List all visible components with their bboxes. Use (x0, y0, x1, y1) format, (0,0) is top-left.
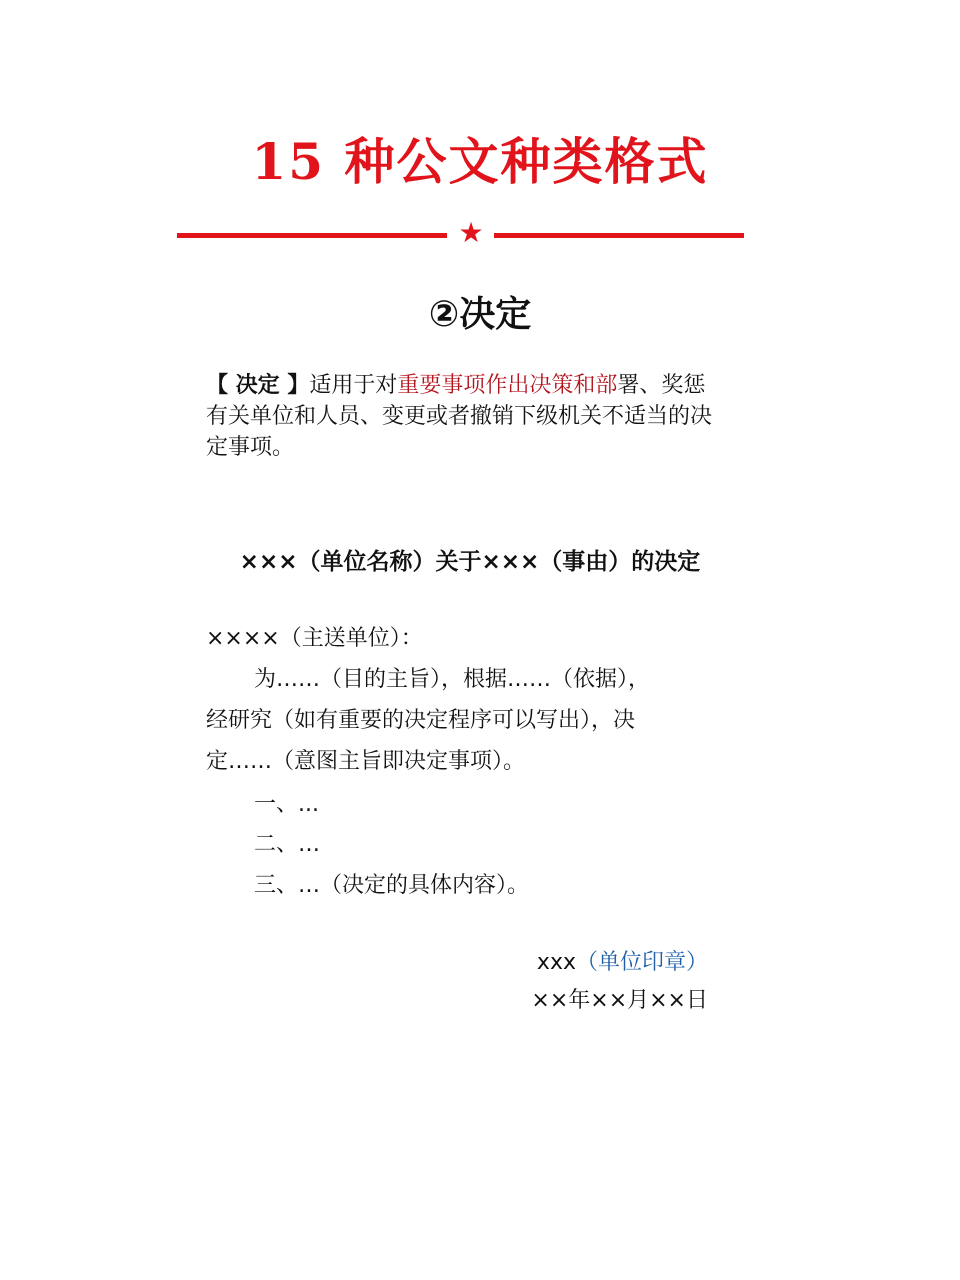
divider-line-right (494, 233, 744, 238)
page-title: 15 种公文种类格式 (251, 132, 709, 191)
recipient-line: ××××（主送单位）： (206, 626, 423, 651)
list-item-1: 一、... (254, 792, 319, 817)
body-line-1: 为……（目的主旨），根据……（依据）， (254, 667, 651, 692)
signature-prefix: xxx (536, 950, 576, 975)
divider-line-left (177, 233, 447, 238)
intro-text-after: 署、奖惩有关单位和人员、变更或者撤销下级机关不适当的决定事项。 (206, 373, 713, 460)
intro-tag: 【 决定 】 (206, 373, 310, 398)
intro-highlight: 重要事项作出决策和部 (397, 373, 618, 398)
signature-line (537, 948, 708, 978)
section-title: ②决定 (428, 294, 532, 335)
body-line-3: 定……（意图主旨即决定事项）。 (206, 749, 526, 774)
list-item-2: 二、… (254, 832, 321, 857)
star-icon: ★ (458, 216, 484, 249)
intro-text-before: 适用于对 (309, 373, 398, 398)
date-line: ××年××月××日 (531, 988, 708, 1013)
body-line-2: 经研究（如有重要的决定程序可以写出），决 (206, 708, 636, 733)
signature-seal: （单位印章） (575, 950, 708, 975)
intro-paragraph (206, 370, 726, 463)
list-item-3: 三、…（决定的具体内容）。 (254, 873, 530, 898)
document-heading: ×××（单位名称）关于×××（事由）的决定 (239, 549, 701, 575)
